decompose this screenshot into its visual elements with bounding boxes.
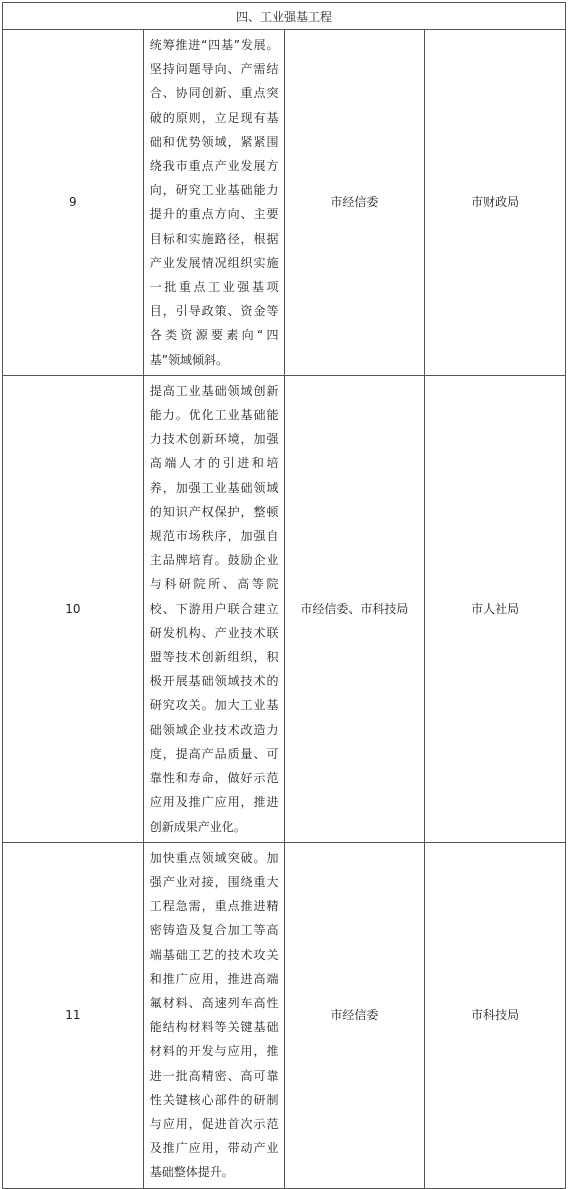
lead-department: 市经信委	[284, 30, 425, 376]
task-description: 加快重点领域突破。加强产业对接，围绕重大工程急需，重点推进精密铸造及复合加工等高端基础工艺的技术攻关和推广应用，推进高端氟材料、高速列车高性能结构材料等关键基础材料的开发与应用，推进一批高精密、高可靠性关键核心部件的研制与应用，促进首次示范及推广应用，带动产业基础整体提升。	[143, 842, 284, 1188]
row-number: 11	[3, 842, 144, 1188]
task-table	[2, 2, 566, 1189]
table-row	[3, 375, 566, 842]
cooperating-department: 市财政局	[425, 30, 566, 376]
lead-department: 市经信委	[284, 842, 425, 1188]
lead-department: 市经信委、市科技局	[284, 375, 425, 842]
table-row	[3, 842, 566, 1188]
section-title: 四、工业强基工程	[3, 3, 566, 30]
cooperating-department: 市科技局	[425, 842, 566, 1188]
task-description: 提高工业基础领域创新能力。优化工业基础能力技术创新环境，加强高端人才的引进和培养，加强工业基础领域的知识产权保护，整顿规范市场秩序，加强自主品牌培育。鼓励企业与科研院所、高等院校、下游用户联合建立研发机构、产业技术联盟等技术创新组织，积极开展基础领域技术的研究攻关。加大工业基础领域企业技术改造力度，提高产品质量、可靠性和寿命，做好示范应用及推广应用，推进创新成果产业化。	[143, 375, 284, 842]
task-description: 统筹推进“四基”发展。坚持问题导向、产需结合、协同创新、重点突破的原则，立足现有基础和优势领域，紧紧围绕我市重点产业发展方向，研究工业基础能力提升的重点方向、主要目标和实施路径，根据产业发展情况组织实施一批重点工业强基项目，引导政策、资金等各类资源要素向“四基”领域倾斜。	[143, 30, 284, 376]
section-header-row	[3, 3, 566, 30]
cooperating-department: 市人社局	[425, 375, 566, 842]
table-row	[3, 30, 566, 376]
row-number: 10	[3, 375, 144, 842]
row-number: 9	[3, 30, 144, 376]
